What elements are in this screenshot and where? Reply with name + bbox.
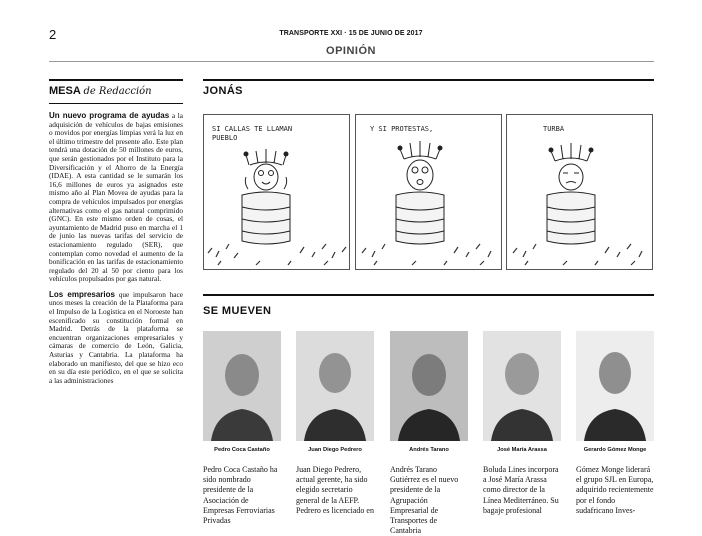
comic-panel-1 xyxy=(203,114,350,270)
mesa-title-script: de Redacción xyxy=(83,86,152,97)
person-photo xyxy=(576,331,654,441)
mesa-article-1 xyxy=(49,112,183,284)
person-text: Pedro Coca Castaño ha sido nombrado presidente de la Asociación de Empresas Ferroviarias Privadas xyxy=(203,465,278,526)
comic-panel-2 xyxy=(355,114,502,270)
character-drawing xyxy=(547,143,595,244)
person-photo xyxy=(390,331,468,441)
person-text: Boluda Lines incorpora a José María Arassa como director de la Línea Mediterráneo. Su bagaje profesional xyxy=(483,465,559,515)
portrait-placeholder xyxy=(203,331,281,441)
mesa-top-rule xyxy=(49,79,183,81)
comic-panel-3-drawing xyxy=(507,115,653,270)
comic-panel-2-caption-line1: Y SI PROTESTAS, xyxy=(370,125,434,133)
person-text: Andrés Tarano Gutiérrez es el nuevo presidente de la Agrupación Empresarial de Transportes de Cantabria xyxy=(390,465,459,536)
mesa-article-2-lead: Los empresarios xyxy=(49,289,115,299)
comic-panel-1-caption-line1: SI CALLAS TE LLAMAN xyxy=(212,125,293,133)
comic-strip xyxy=(203,114,654,272)
mesa-column xyxy=(49,79,183,385)
mueven-title: SE MUEVEN xyxy=(203,305,272,317)
person-card xyxy=(296,331,374,516)
ground-grass xyxy=(362,244,491,265)
person-text: Juan Diego Pedrero, actual gerente, ha sido elegido secretario general de la AEFP. Pedrero es licenciado en xyxy=(296,465,374,515)
mesa-article-2-text: que impulsaron hace unos meses la creación de la Plataforma para el Impulso de la Logística en el Noroeste han escenificado su constitución formal en Madrid. Detrás de la plataforma se encuentran organizaciones empresariales y cámaras de comercio de León, Galicia, Asturias y Cantabria. La plataforma ha elaborado un manifiesto, del que se hizo eco en su día este periódico, en el que se solicita a las administraciones xyxy=(49,289,183,385)
comic-panel-3 xyxy=(506,114,653,270)
person-name: Juan Diego Pedrero xyxy=(308,447,362,453)
ground-grass xyxy=(513,244,642,265)
person-photo xyxy=(203,331,281,441)
section-rule xyxy=(49,61,654,62)
mesa-title-bold: MESA xyxy=(49,85,81,97)
person-text: Gómez Monge liderará el grupo SJL en Europa, adquirido recientemente por el fondo sudafricano Inves- xyxy=(576,465,654,515)
ground-grass xyxy=(208,244,346,265)
person-photo xyxy=(483,331,561,441)
comic-panel-1-caption-line2: PUEBLO xyxy=(212,134,238,142)
person-name: Andrés Tarano xyxy=(409,447,449,453)
comic-panel-3-caption-line1: TURBA xyxy=(543,125,565,133)
person-name: Pedro Coca Castaño xyxy=(214,447,270,453)
comic-panel-2-drawing xyxy=(356,115,502,270)
person-name: José María Arassa xyxy=(497,447,547,453)
mesa-article-2 xyxy=(49,291,183,386)
person-card xyxy=(483,331,561,516)
mesa-article-1-text: a la adquisición de vehículos de bajas emisiones o movidos por energías limpias verá la luz en el último trimestre del presente año. Este plan tendrá una dotación de 50 millones de euros, que serán gestionados por el Instituto para la Diversificación y el Ahorro de la Energía (IDAE). A esta cantidad se le sumarán los 16,6 millones de euros ya asignados este mismo año al Plan Movea de ayudas para la compra de vehículos impulsados por energías alternativas como el gas natural comprimido (GNC). En este mismo orden de cosas, el ayuntamiento de Madrid puso en marcha el 1 de junio las nuevas tarifas del servicio de estacionamiento regulado (SER), que contemplan como novedad el aumento de la bonificación en las tarifas de estacionamiento regulado del 20 al 50 por ciento para los vehículos propulsados por gas natural. xyxy=(49,111,183,284)
jonas-title: JONÁS xyxy=(203,85,243,97)
right-column xyxy=(203,79,654,536)
character-drawing xyxy=(396,141,444,244)
page-number: 2 xyxy=(49,27,57,42)
masthead: TRANSPORTE XXI · 15 DE JUNIO DE 2017 xyxy=(279,30,423,37)
person-card xyxy=(203,331,281,526)
mesa-title xyxy=(49,85,183,99)
portrait-placeholder xyxy=(483,331,561,441)
mesa-article-1-lead: Un nuevo programa de ayudas xyxy=(49,111,170,120)
section-title: OPINIÓN xyxy=(326,45,376,57)
person-card xyxy=(390,331,468,536)
comic-panel-1-drawing xyxy=(204,115,350,270)
mesa-title-rule xyxy=(49,103,183,104)
jonas-top-rule xyxy=(203,79,654,81)
mueven-top-rule xyxy=(203,294,654,296)
portrait-placeholder xyxy=(390,331,468,441)
character-drawing xyxy=(242,149,290,244)
person-photo xyxy=(296,331,374,441)
person-card xyxy=(576,331,654,516)
portrait-placeholder xyxy=(576,331,654,441)
person-name: Gerardo Gómez Monge xyxy=(583,447,647,453)
portrait-placeholder xyxy=(296,331,374,441)
